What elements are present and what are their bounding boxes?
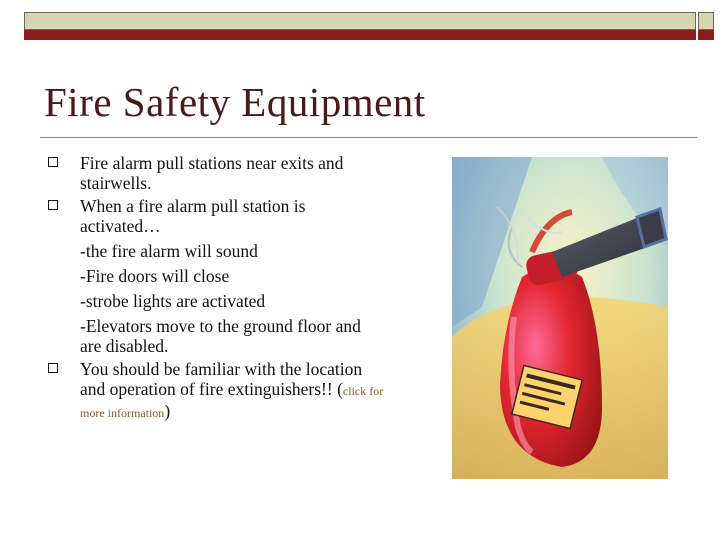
sub-item (46, 241, 386, 261)
bullet-list (46, 150, 386, 423)
header-band-tan-end (698, 12, 714, 30)
sub-item (46, 266, 386, 286)
header-band-tan (24, 12, 696, 30)
bullet-text: Fire alarm pull stations near exits and stairwells. (80, 153, 344, 193)
sub-item-text: -the fire alarm will sound (80, 241, 258, 261)
sub-item-text: -Fire doors will close (80, 266, 230, 286)
header-band-red-end (698, 30, 714, 40)
bullet-text-close: ) (164, 401, 171, 421)
square-bullet-icon (48, 157, 58, 167)
bullet-item (46, 153, 386, 193)
square-bullet-icon (48, 200, 58, 210)
title-divider (40, 137, 697, 138)
bullet-text: You should be familiar with the location and operation of fire extinguishers!! ( (80, 359, 363, 399)
bullet-item (46, 196, 386, 236)
more-info-link[interactable]: click for more information (80, 384, 384, 420)
bullet-item (46, 359, 386, 423)
sub-item-text: -strobe lights are activated (80, 291, 266, 311)
header-band-red (24, 30, 696, 40)
sub-item (46, 316, 386, 356)
sub-item (46, 291, 386, 311)
square-bullet-icon (48, 363, 58, 373)
fire-extinguisher-photo (452, 157, 668, 479)
sub-item-text: -Elevators move to the ground floor and are disabled. (80, 316, 361, 356)
bullet-text: When a fire alarm pull station is activated… (80, 196, 306, 236)
slide-title: Fire Safety Equipment (44, 79, 426, 125)
